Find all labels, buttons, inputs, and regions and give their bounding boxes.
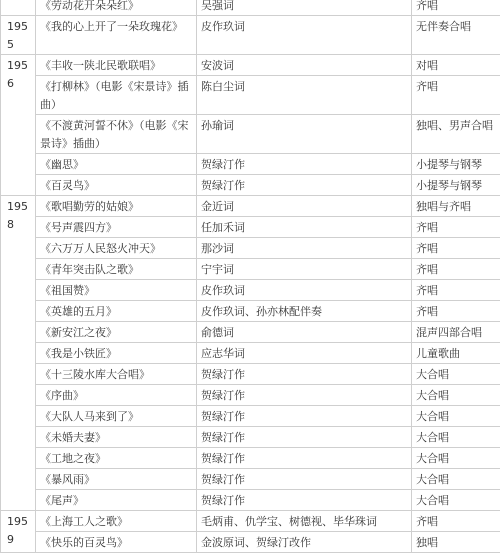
table-row [1, 322, 500, 343]
table-row [1, 259, 500, 280]
form-cell: 无伴奏合唱 [412, 16, 500, 55]
author-cell: 任加禾词 [197, 217, 412, 238]
form-cell: 齐唱 [412, 511, 500, 532]
author-cell: 贺绿汀作 [197, 385, 412, 406]
form-cell: 大合唱 [412, 385, 500, 406]
form-cell: 齐唱 [412, 217, 500, 238]
year-cell [1, 196, 36, 511]
title-cell: 《尾声》 [36, 490, 197, 511]
table-row [1, 532, 500, 553]
form-cell: 独唱、男声合唱 [412, 115, 500, 154]
table-row [1, 217, 500, 238]
title-cell: 《号声震四方》 [36, 217, 197, 238]
author-cell: 陈白尘词 [197, 76, 412, 115]
table-row [1, 238, 500, 259]
author-cell: 宁宇词 [197, 259, 412, 280]
year-cell [1, 16, 36, 55]
title-cell: 《幽思》 [36, 154, 197, 175]
author-cell: 安波词 [197, 55, 412, 76]
year-line-1: 195 [7, 198, 31, 216]
author-cell: 应志华词 [197, 343, 412, 364]
year-line-2: 6 [7, 75, 31, 93]
title-cell: 《劳动花开朵朵红》 [36, 0, 197, 16]
title-cell: 《不渡黄河誓不休》（电影《宋景诗》插曲） [36, 115, 197, 154]
author-cell: 贺绿汀作 [197, 154, 412, 175]
author-cell: 贺绿汀作 [197, 175, 412, 196]
year-line-1: 195 [7, 57, 31, 75]
form-cell: 对唱 [412, 55, 500, 76]
form-cell: 大合唱 [412, 427, 500, 448]
author-cell: 皮作玖词 [197, 280, 412, 301]
year-cell [1, 0, 36, 16]
title-cell: 《我是小铁匠》 [36, 343, 197, 364]
author-cell: 吴强词 [197, 0, 412, 16]
table-row [1, 55, 500, 76]
form-cell: 大合唱 [412, 406, 500, 427]
table-row [1, 385, 500, 406]
author-cell: 贺绿汀作 [197, 364, 412, 385]
author-cell: 俞德词 [197, 322, 412, 343]
form-cell: 小提琴与钢琴 [412, 154, 500, 175]
title-cell: 《新安江之夜》 [36, 322, 197, 343]
table-row [1, 343, 500, 364]
table-row [1, 406, 500, 427]
author-cell: 皮作玖词 [197, 16, 412, 55]
form-cell: 齐唱 [412, 76, 500, 115]
table-row [1, 76, 500, 115]
author-cell: 那沙词 [197, 238, 412, 259]
table-row [1, 16, 500, 55]
table-row [1, 154, 500, 175]
title-cell: 《青年突击队之歌》 [36, 259, 197, 280]
title-cell: 《暴风雨》 [36, 469, 197, 490]
table-row [1, 448, 500, 469]
author-cell: 金近词 [197, 196, 412, 217]
form-cell: 齐唱 [412, 301, 500, 322]
title-cell: 《六万万人民怒火冲天》 [36, 238, 197, 259]
form-cell: 齐唱 [412, 238, 500, 259]
form-cell: 混声四部合唱 [412, 322, 500, 343]
title-cell: 《歌唱勤劳的姑娘》 [36, 196, 197, 217]
table-row [1, 364, 500, 385]
form-cell: 大合唱 [412, 469, 500, 490]
table-row [1, 196, 500, 217]
form-cell: 大合唱 [412, 490, 500, 511]
author-cell: 毛炳甫、仇学宝、树德视、毕华珠词 [197, 511, 412, 532]
title-cell: 《上海工人之歌》 [36, 511, 197, 532]
year-line-2: 5 [7, 36, 31, 54]
year-line-2: 9 [7, 531, 31, 549]
title-cell: 《丰收一陕北民歌联唱》 [36, 55, 197, 76]
title-cell: 《快乐的百灵鸟》 [36, 532, 197, 553]
form-cell: 齐唱 [412, 280, 500, 301]
form-cell: 大合唱 [412, 448, 500, 469]
year-line-2: 8 [7, 216, 31, 234]
form-cell: 齐唱 [412, 0, 500, 16]
table-row [1, 280, 500, 301]
table-row [1, 490, 500, 511]
form-cell: 儿童歌曲 [412, 343, 500, 364]
author-cell: 贺绿汀作 [197, 406, 412, 427]
table-row [1, 175, 500, 196]
title-cell: 《未婚夫妻》 [36, 427, 197, 448]
title-cell: 《百灵鸟》 [36, 175, 197, 196]
form-cell: 独唱 [412, 532, 500, 553]
year-line-1: 195 [7, 513, 31, 531]
table-row [1, 511, 500, 532]
author-cell: 皮作玖词、孙亦林配伴奏 [197, 301, 412, 322]
title-cell: 《英雄的五月》 [36, 301, 197, 322]
table-row [1, 469, 500, 490]
form-cell: 独唱与齐唱 [412, 196, 500, 217]
title-cell: 《打柳林》（电影《宋景诗》插曲） [36, 76, 197, 115]
table-row [1, 301, 500, 322]
title-cell: 《十三陵水库大合唱》 [36, 364, 197, 385]
author-cell: 贺绿汀作 [197, 469, 412, 490]
form-cell: 大合唱 [412, 364, 500, 385]
title-cell: 《祖国赞》 [36, 280, 197, 301]
title-cell: 《序曲》 [36, 385, 197, 406]
title-cell: 《工地之夜》 [36, 448, 197, 469]
form-cell: 齐唱 [412, 259, 500, 280]
author-cell: 贺绿汀作 [197, 448, 412, 469]
year-cell [1, 55, 36, 196]
year-line-1: 195 [7, 18, 31, 36]
year-cell [1, 511, 36, 553]
form-cell: 小提琴与钢琴 [412, 175, 500, 196]
title-cell: 《我的心上开了一朵玫瑰花》 [36, 16, 197, 55]
table-row [1, 115, 500, 154]
title-cell: 《大队人马来到了》 [36, 406, 197, 427]
table-row [1, 0, 500, 16]
author-cell: 金波原词、贺绿汀改作 [197, 532, 412, 553]
author-cell: 贺绿汀作 [197, 427, 412, 448]
author-cell: 孙瑜词 [197, 115, 412, 154]
author-cell: 贺绿汀作 [197, 490, 412, 511]
table-row [1, 427, 500, 448]
